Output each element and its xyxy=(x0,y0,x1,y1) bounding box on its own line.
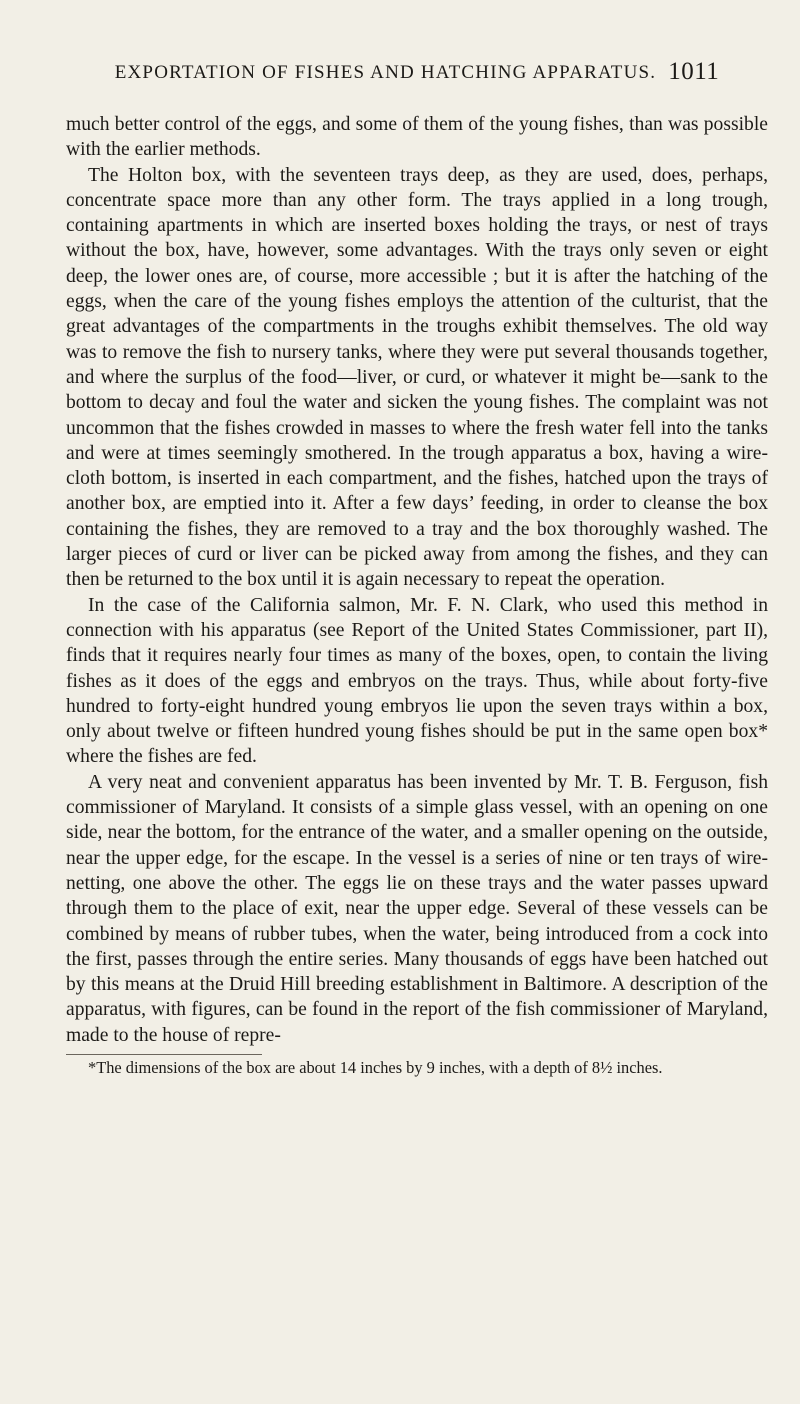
book-page xyxy=(66,52,768,1094)
paragraph-continued: much better control of the eggs, and some of them of the young fishes, than was possible with the earlier methods. xyxy=(66,114,768,161)
running-head xyxy=(66,52,768,92)
footnote-rule xyxy=(66,1054,262,1055)
paragraph-california-salmon: In the case of the California salmon, Mr. F. N. Clark, who used this method in connection with his apparatus (see Report of the United States Commissioner, part II), finds that it requires nearly four times as many of the boxes, open, to contain the living fishes as it does of the eggs and embryos on the trays. Thus, while about forty-five hundred to forty-eight hundred young embryos lie upon the seven trays within a box, only about twelve or fifteen hundred young fishes should be put in the same open box* where the fishes are fed. xyxy=(66,594,768,768)
paragraph-ferguson-apparatus: A very neat and convenient apparatus has been invented by Mr. T. B. Ferguson, fish commissioner of Maryland. It consists of a simple glass vessel, with an opening on one side, near the bottom, for the entrance of the water, and a smaller opening on the outside, near the upper edge, for the escape. In the vessel is a series of nine or ten trays of wire-netting, one above the other. The eggs lie on these trays and the water passes upward through them to the place of exit, near the upper edge. Several of these vessels can be combined by means of rubber tubes, when the water, being introduced from a cock into the first, passes through the entire series. Many thousands of eggs have been hatched out by this means at the Druid Hill breeding establishment in Baltimore. A description of the apparatus, with figures, can be found in the report of the fish commissioner of Maryland, made to the house of repre- xyxy=(66,771,768,1046)
page-number: 1011 xyxy=(668,58,720,85)
paragraph-holton-box: The Holton box, with the seventeen trays deep, as they are used, does, perhaps, concentrate space more than any other form. The trays applied in a long trough, containing apartments in which are inserted boxes holding the trays, or nest of trays without the box, have, however, some advantages. With the trays only seven or eight deep, the lower ones are, of course, more accessible ; but it is after the hatching of the eggs, when the care of the young fishes employs the attention of the culturist, that the great advantages of the compartments in the troughs exhibit themselves. The old way was to remove the fish to nursery tanks, where they were put several thousands together, and where the surplus of the food—liver, or curd, or whatever it might be—sank to the bottom to decay and foul the water and sicken the young fishes. The complaint was not uncommon that the fishes crowded in masses to where the fresh water fell into the tanks and were at times seemingly smothered. In the trough apparatus a box, having a wire-cloth bottom, is inserted in each compartment, and the fishes, hatched upon the trays of another box, are emptied into it. After a few days’ feeding, in order to cleanse the box containing the fishes, they are removed to a tray and the box thoroughly washed. The larger pieces of curd or liver can be picked away from among the fishes, and they can then be returned to the box until it is again necessary to repeat the operation. xyxy=(66,164,768,591)
running-title: EXPORTATION OF FISHES AND HATCHING APPARATUS. xyxy=(114,62,657,83)
body-text xyxy=(66,112,768,1048)
footnote: *The dimensions of the box are about 14 inches by 9 inches, with a depth of 8½ inches. xyxy=(88,1057,663,1077)
